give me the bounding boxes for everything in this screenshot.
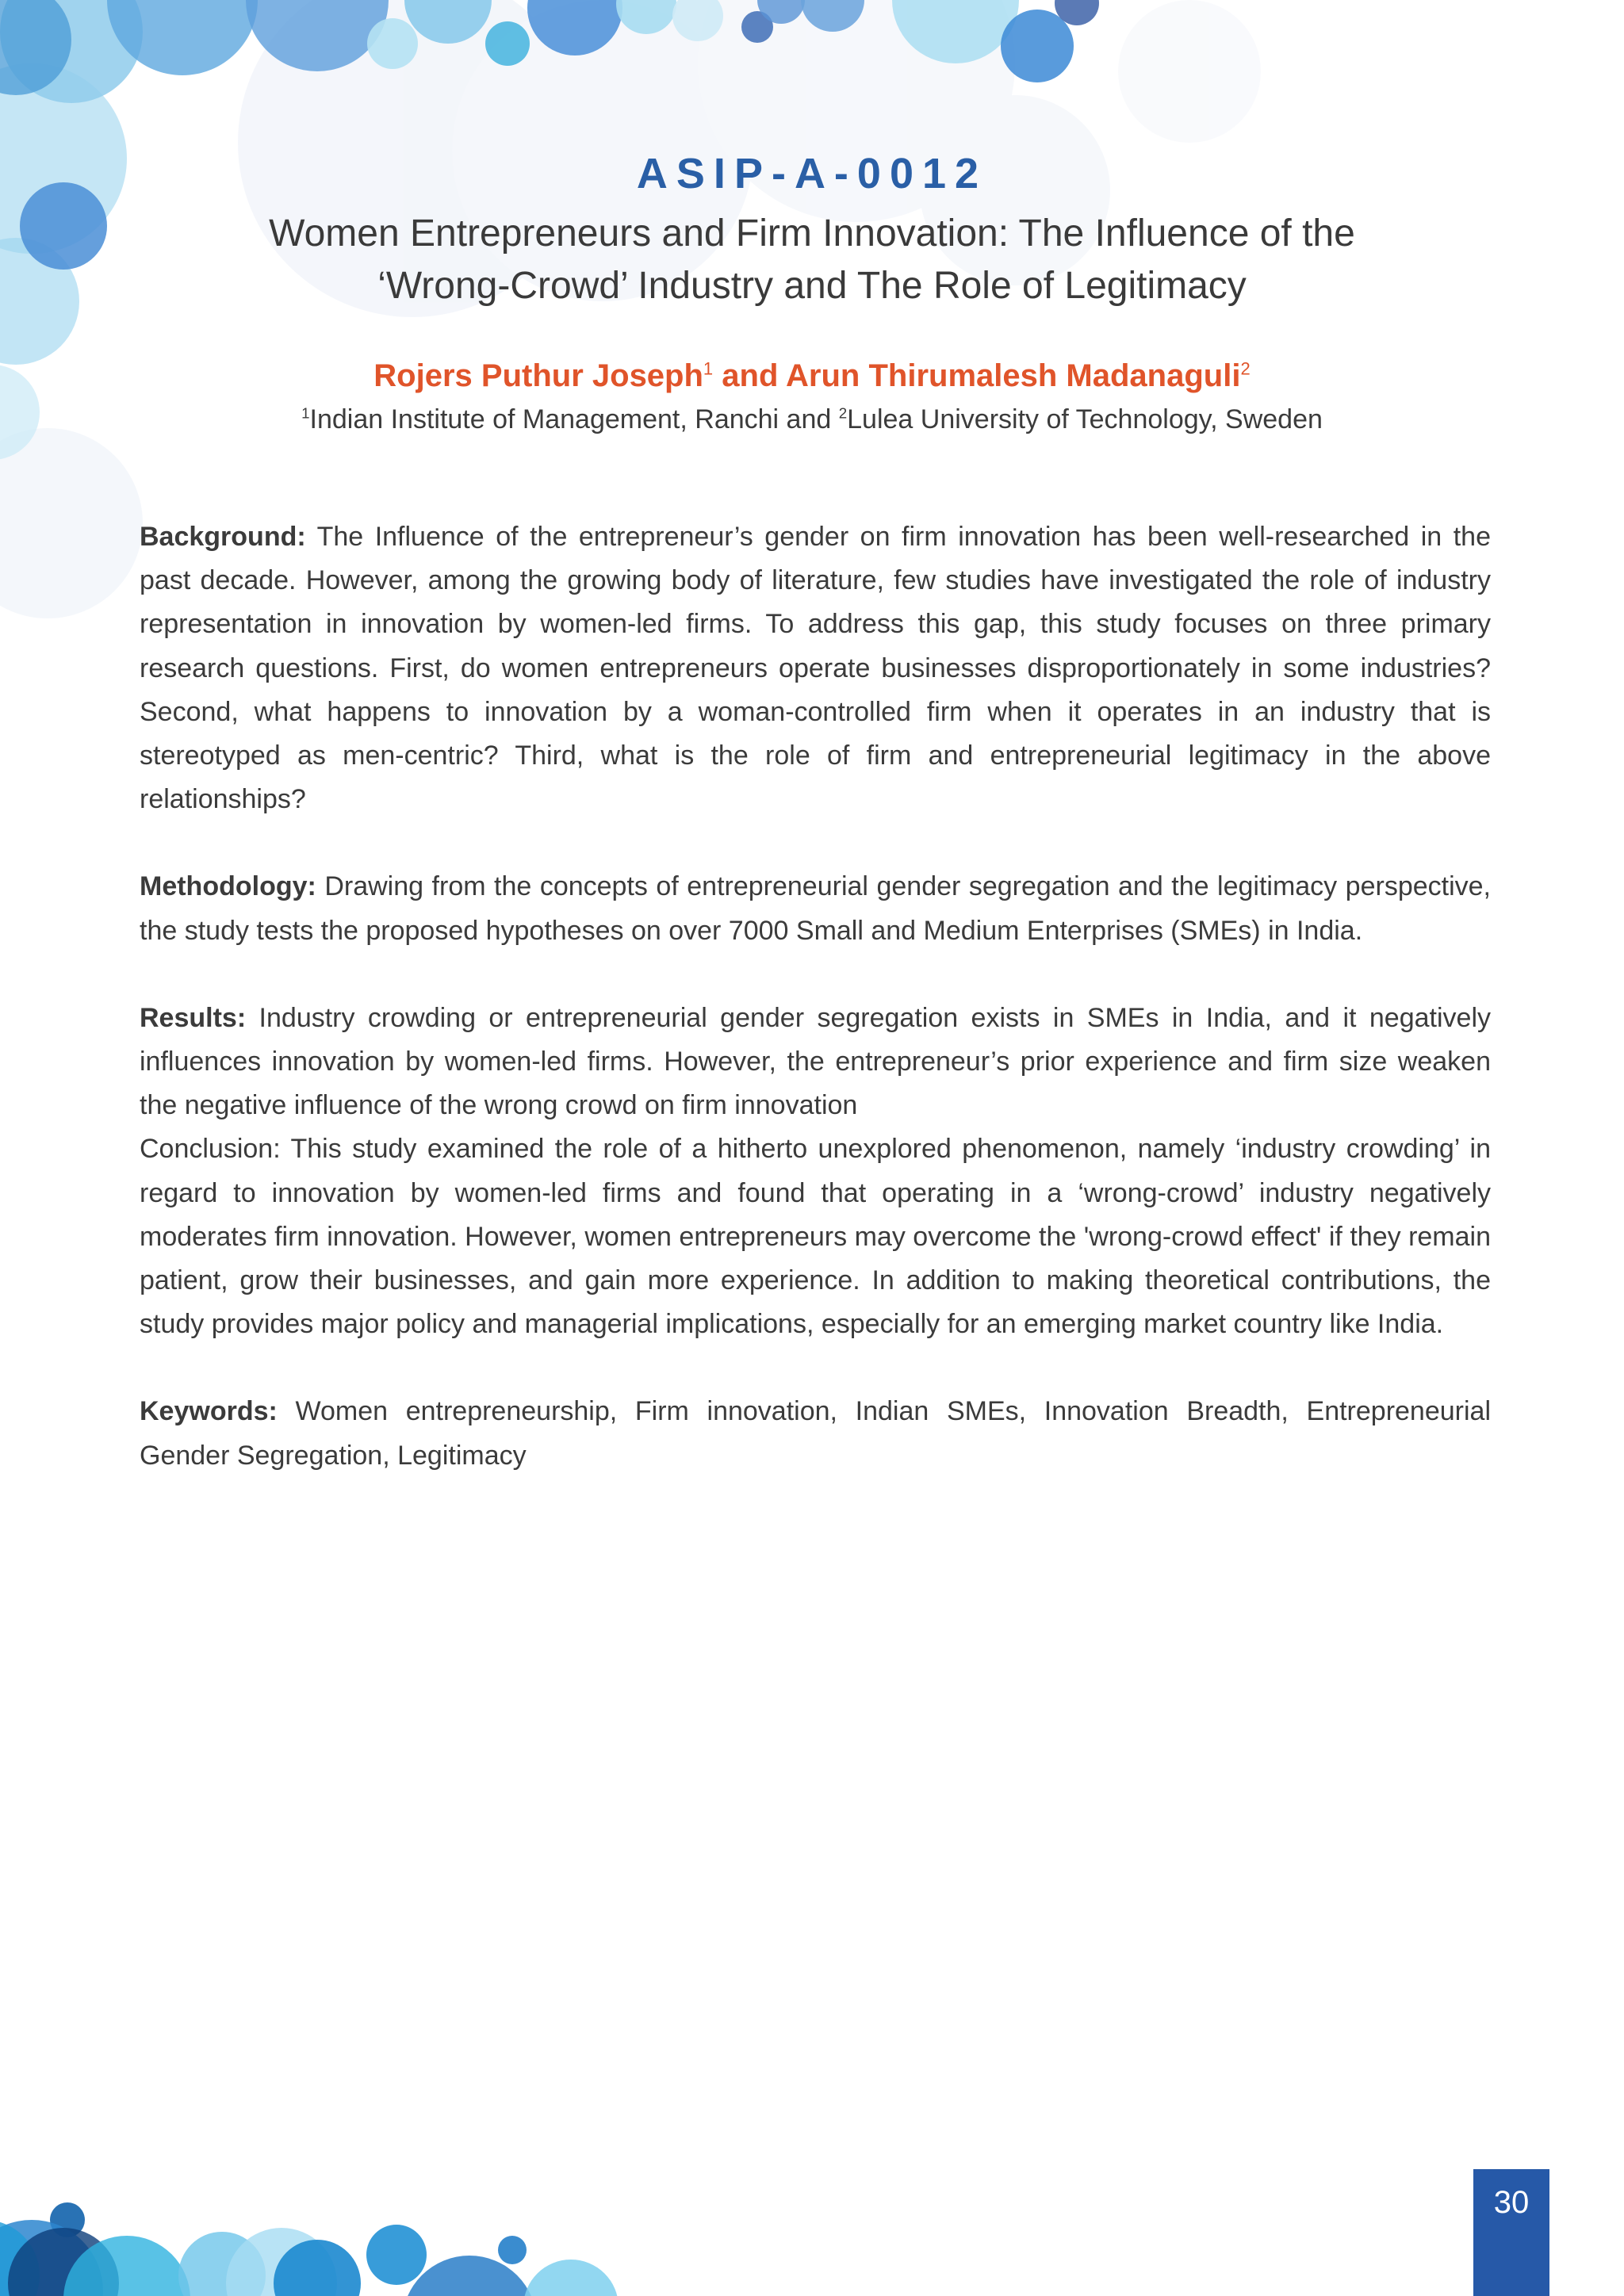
page-number-badge [1473,2169,1549,2296]
affil-2-marker: 2 [838,404,848,422]
title-line-2: ‘Wrong-Crowd’ Industry and The Role of Legitimacy [377,265,1247,307]
affil-2-text: Lulea University of Technology, Sweden [847,404,1323,434]
background-paragraph [140,515,1491,821]
affiliations-line [0,404,1624,435]
conclusion-text: Conclusion: This study examined the role of a hitherto unexplored phenomenon, namely ‘industry crowding’ in regard to innovation by women-led firms and found that operating in a ‘wrong-crowd’ industry negatively moderates firm innovation. However, women entrepreneurs may overcome the 'wrong-crowd effect' if they remain patient, grow their businesses, and gain more experience. In addition to making theoretical contributions, the study provides major policy and managerial implications, especially for an emerging market country like India. [140,1134,1491,1340]
conclusion-paragraph [140,1127,1491,1346]
keywords-text: Women entrepreneurship, Firm innovation, Indian SMEs, Innovation Breadth, Entrepreneurial Gender Segregation, Legitimacy [140,1396,1491,1471]
author-connector: and [713,358,787,393]
background-text: The Influence of the entrepreneur’s gender on firm innovation has been well-researched in the past decade. However, among the growing body of literature, few studies have investigated the role of industry representation in innovation by women-led firms. To address this gap, this study focuses on three primary research questions. First, do women entrepreneurs operate businesses disproportionately in some industries? Second, what happens to innovation by a woman-controlled firm when it operates in an industry that is stereotyped as men-centric? Third, what is the role of firm and entrepreneurial legitimacy in the above relationships? [140,522,1491,815]
title-line-1: Women Entrepreneurs and Firm Innovation: The Influence of the [269,212,1355,254]
author-1-name: Rojers Puthur Joseph [373,358,703,393]
background-label: Background: [140,522,306,552]
keywords-paragraph [140,1390,1491,1477]
abstract-code: ASIP-A-0012 [636,150,988,197]
author-2-name: Arun Thirumalesh Madanaguli [786,358,1241,393]
affil-1-marker: 1 [301,404,310,422]
methodology-text: Drawing from the concepts of entrepreneurial gender segregation and the legitimacy perspective, the study tests the proposed hypotheses on over 7000 Small and Medium Enterprises (SMEs) in India. [140,871,1491,946]
author-2-affil-marker: 2 [1240,358,1251,379]
results-label: Results: [140,1002,247,1033]
results-text: Industry crowding or entrepreneurial gender segregation exists in SMEs in India, and it negatively influences innovation by women-led firms. However, the entrepreneur’s prior experience and firm size weaken the negative influence of the wrong crowd on firm innovation [140,1002,1491,1121]
methodology-paragraph [140,865,1491,952]
authors-line [0,358,1624,394]
page-number: 30 [1493,2185,1530,2220]
keywords-label: Keywords: [140,1396,278,1427]
abstract-body [140,515,1491,1521]
methodology-label: Methodology: [140,871,316,902]
affil-1-text: Indian Institute of Management, Ranchi and [309,404,839,434]
results-paragraph [140,997,1491,1128]
author-1-affil-marker: 1 [703,358,714,379]
abstract-title [159,208,1465,312]
